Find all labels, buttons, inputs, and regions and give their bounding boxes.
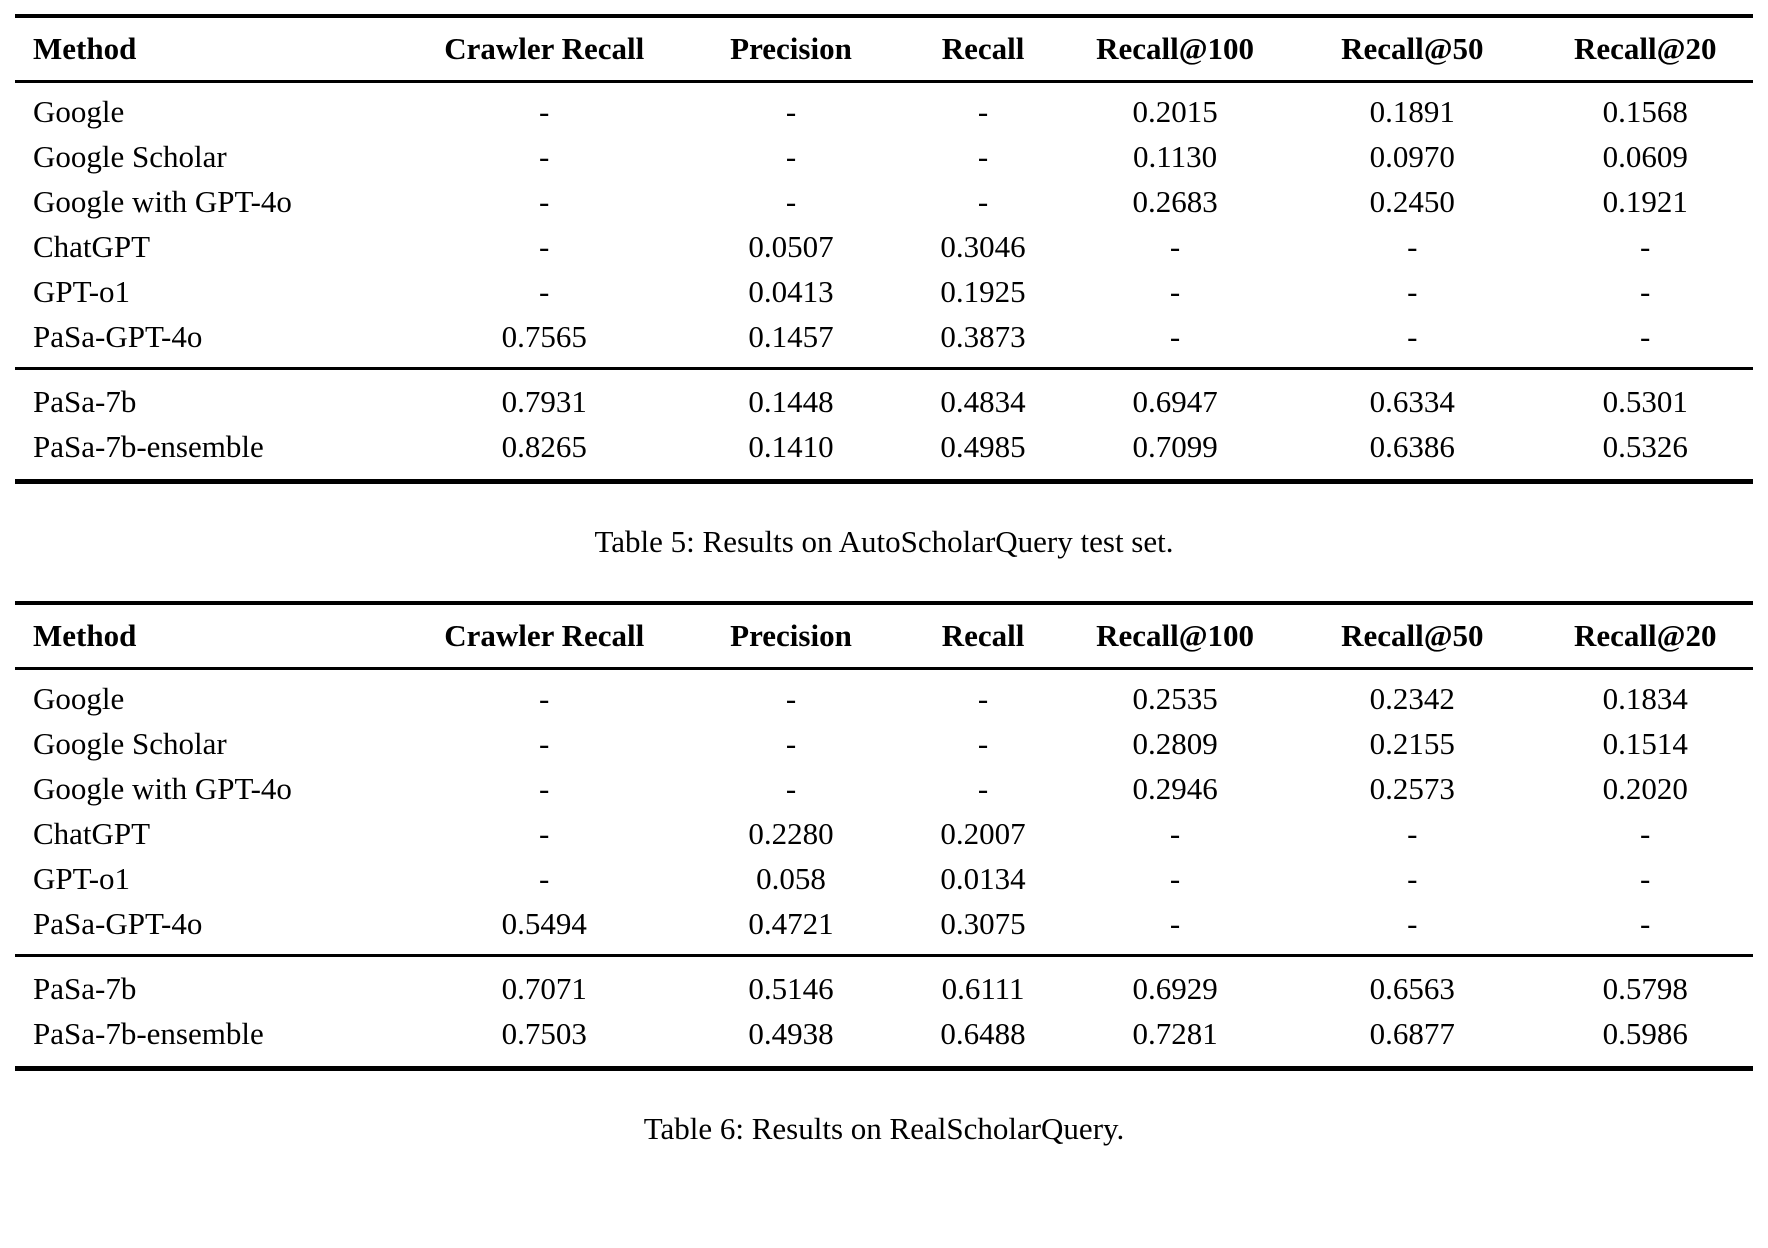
method-cell: ChatGPT xyxy=(33,816,151,851)
value-cell: 0.6877 xyxy=(1369,1016,1455,1051)
header-crawler-recall: Crawler Recall xyxy=(444,618,645,653)
value-cell: - xyxy=(1640,229,1651,264)
results-table-autoscholarquery xyxy=(15,14,1753,484)
table-row xyxy=(15,224,1753,269)
value-cell: - xyxy=(1640,861,1651,896)
value-cell: 0.7099 xyxy=(1132,429,1218,464)
value-cell: 0.3075 xyxy=(940,906,1026,941)
method-cell: Google Scholar xyxy=(33,139,227,174)
table-row xyxy=(15,314,1753,369)
table-row xyxy=(15,424,1753,482)
header-precision: Precision xyxy=(730,618,852,653)
value-cell: - xyxy=(785,139,797,174)
table-header xyxy=(15,603,1753,669)
method-cell: PaSa-7b-ensemble xyxy=(33,429,264,464)
method-cell: Google xyxy=(33,94,125,129)
value-cell: - xyxy=(1407,319,1418,354)
table-row xyxy=(15,901,1753,956)
value-cell: 0.5146 xyxy=(748,971,834,1006)
header-method: Method xyxy=(33,31,137,66)
baseline-methods-group xyxy=(15,82,1753,369)
value-cell: 0.0134 xyxy=(940,861,1026,896)
value-cell: 0.2155 xyxy=(1369,726,1455,761)
method-cell: Google with GPT-4o xyxy=(33,184,292,219)
method-cell: PaSa-GPT-4o xyxy=(33,906,203,941)
value-cell: - xyxy=(1169,229,1181,264)
value-cell: 0.4721 xyxy=(748,906,834,941)
value-cell: 0.1514 xyxy=(1602,726,1688,761)
value-cell: - xyxy=(1407,229,1418,264)
value-cell: - xyxy=(785,681,797,716)
value-cell: - xyxy=(977,184,989,219)
value-cell: - xyxy=(1640,319,1651,354)
value-cell: 0.6334 xyxy=(1369,384,1455,419)
value-cell: 0.6947 xyxy=(1132,384,1218,419)
value-cell: 0.1448 xyxy=(748,384,834,419)
value-cell: 0.7281 xyxy=(1132,1016,1218,1051)
value-cell: 0.7071 xyxy=(501,971,587,1006)
value-cell: 0.6488 xyxy=(940,1016,1026,1051)
header-row xyxy=(15,16,1753,82)
method-cell: GPT-o1 xyxy=(33,274,131,309)
value-cell: - xyxy=(539,861,550,896)
method-cell: Google Scholar xyxy=(33,726,227,761)
value-cell: - xyxy=(977,139,989,174)
method-cell: PaSa-7b xyxy=(33,971,137,1006)
table-row xyxy=(15,669,1753,722)
header-recall-at-100: Recall@100 xyxy=(1096,31,1255,66)
method-cell: GPT-o1 xyxy=(33,861,131,896)
value-cell: 0.2342 xyxy=(1369,681,1455,716)
table-row xyxy=(15,956,1753,1012)
value-cell: 0.1834 xyxy=(1602,681,1688,716)
value-cell: 0.1568 xyxy=(1602,94,1688,129)
method-cell: Google xyxy=(33,681,125,716)
header-recall-at-50: Recall@50 xyxy=(1341,31,1484,66)
value-cell: 0.1925 xyxy=(940,274,1026,309)
value-cell: 0.1921 xyxy=(1602,184,1688,219)
value-cell: 0.0507 xyxy=(748,229,834,264)
table-row xyxy=(15,856,1753,901)
table-row xyxy=(15,269,1753,314)
header-precision: Precision xyxy=(730,31,852,66)
value-cell: - xyxy=(977,681,989,716)
value-cell: - xyxy=(1169,816,1181,851)
value-cell: 0.1457 xyxy=(748,319,834,354)
value-cell: 0.4985 xyxy=(940,429,1026,464)
value-cell: - xyxy=(539,139,550,174)
table-6-caption: Table 6: Results on RealScholarQuery. xyxy=(643,1111,1125,1146)
value-cell: 0.3046 xyxy=(940,229,1026,264)
value-cell: 0.6563 xyxy=(1369,971,1455,1006)
header-row xyxy=(15,603,1753,669)
pasa-methods-group xyxy=(15,369,1753,482)
value-cell: - xyxy=(1407,274,1418,309)
value-cell: 0.8265 xyxy=(501,429,587,464)
value-cell: 0.6111 xyxy=(941,971,1025,1006)
value-cell: - xyxy=(539,726,550,761)
header-recall: Recall xyxy=(941,31,1025,66)
value-cell: 0.2280 xyxy=(748,816,834,851)
table-row xyxy=(15,369,1753,425)
value-cell: 0.7503 xyxy=(501,1016,587,1051)
header-recall-at-100: Recall@100 xyxy=(1096,618,1255,653)
value-cell: - xyxy=(539,94,550,129)
value-cell: 0.2450 xyxy=(1369,184,1455,219)
value-cell: - xyxy=(1169,274,1181,309)
value-cell: 0.4938 xyxy=(748,1016,834,1051)
value-cell: - xyxy=(785,94,797,129)
value-cell: - xyxy=(539,771,550,806)
method-cell: PaSa-GPT-4o xyxy=(33,319,203,354)
value-cell: 0.2809 xyxy=(1132,726,1218,761)
table-row xyxy=(15,766,1753,811)
value-cell: 0.2573 xyxy=(1369,771,1455,806)
value-cell: 0.6929 xyxy=(1132,971,1218,1006)
header-recall-at-50: Recall@50 xyxy=(1341,618,1484,653)
pasa-methods-group xyxy=(15,956,1753,1069)
value-cell: 0.2535 xyxy=(1132,681,1218,716)
baseline-methods-group xyxy=(15,669,1753,956)
value-cell: 0.2020 xyxy=(1602,771,1688,806)
value-cell: 0.1891 xyxy=(1369,94,1455,129)
table-row xyxy=(15,179,1753,224)
value-cell: 0.5986 xyxy=(1602,1016,1688,1051)
value-cell: - xyxy=(539,816,550,851)
value-cell: - xyxy=(539,229,550,264)
value-cell: 0.1410 xyxy=(748,429,834,464)
value-cell: 0.0609 xyxy=(1602,139,1688,174)
method-cell: ChatGPT xyxy=(33,229,151,264)
value-cell: - xyxy=(1640,816,1651,851)
method-cell: PaSa-7b-ensemble xyxy=(33,1016,264,1051)
value-cell: 0.2015 xyxy=(1132,94,1218,129)
value-cell: 0.5326 xyxy=(1602,429,1688,464)
value-cell: 0.4834 xyxy=(940,384,1026,419)
table-5-caption: Table 5: Results on AutoScholarQuery test set. xyxy=(594,524,1174,559)
value-cell: 0.7931 xyxy=(501,384,587,419)
value-cell: 0.2683 xyxy=(1132,184,1218,219)
value-cell: 0.6386 xyxy=(1369,429,1455,464)
table-row xyxy=(15,811,1753,856)
value-cell: 0.5301 xyxy=(1602,384,1688,419)
value-cell: 0.2007 xyxy=(940,816,1026,851)
value-cell: - xyxy=(785,771,797,806)
value-cell: - xyxy=(539,274,550,309)
value-cell: - xyxy=(1169,319,1181,354)
value-cell: 0.3873 xyxy=(940,319,1026,354)
value-cell: - xyxy=(539,681,550,716)
method-cell: PaSa-7b xyxy=(33,384,137,419)
results-table-realscholarquery xyxy=(15,601,1753,1071)
value-cell: 0.7565 xyxy=(501,319,587,354)
header-recall-at-20: Recall@20 xyxy=(1573,618,1717,653)
table-row xyxy=(15,82,1753,135)
value-cell: - xyxy=(977,771,989,806)
header-recall-at-20: Recall@20 xyxy=(1573,31,1717,66)
table-row xyxy=(15,134,1753,179)
value-cell: 0.1130 xyxy=(1133,139,1218,174)
value-cell: - xyxy=(1169,861,1181,896)
value-cell: - xyxy=(785,726,797,761)
value-cell: - xyxy=(785,184,797,219)
value-cell: 0.2946 xyxy=(1132,771,1218,806)
value-cell: 0.058 xyxy=(756,861,826,896)
table-row xyxy=(15,1011,1753,1069)
value-cell: 0.0413 xyxy=(748,274,834,309)
value-cell: - xyxy=(1407,861,1418,896)
header-method: Method xyxy=(33,618,137,653)
value-cell: - xyxy=(1640,274,1651,309)
value-cell: 0.5798 xyxy=(1602,971,1688,1006)
value-cell: - xyxy=(977,94,989,129)
value-cell: - xyxy=(977,726,989,761)
header-crawler-recall: Crawler Recall xyxy=(444,31,645,66)
value-cell: - xyxy=(1407,906,1418,941)
value-cell: 0.0970 xyxy=(1369,139,1455,174)
value-cell: - xyxy=(539,184,550,219)
method-cell: Google with GPT-4o xyxy=(33,771,292,806)
value-cell: - xyxy=(1407,816,1418,851)
header-recall: Recall xyxy=(941,618,1025,653)
value-cell: - xyxy=(1640,906,1651,941)
table-header xyxy=(15,16,1753,82)
value-cell: - xyxy=(1169,906,1181,941)
table-row xyxy=(15,721,1753,766)
value-cell: 0.5494 xyxy=(501,906,587,941)
